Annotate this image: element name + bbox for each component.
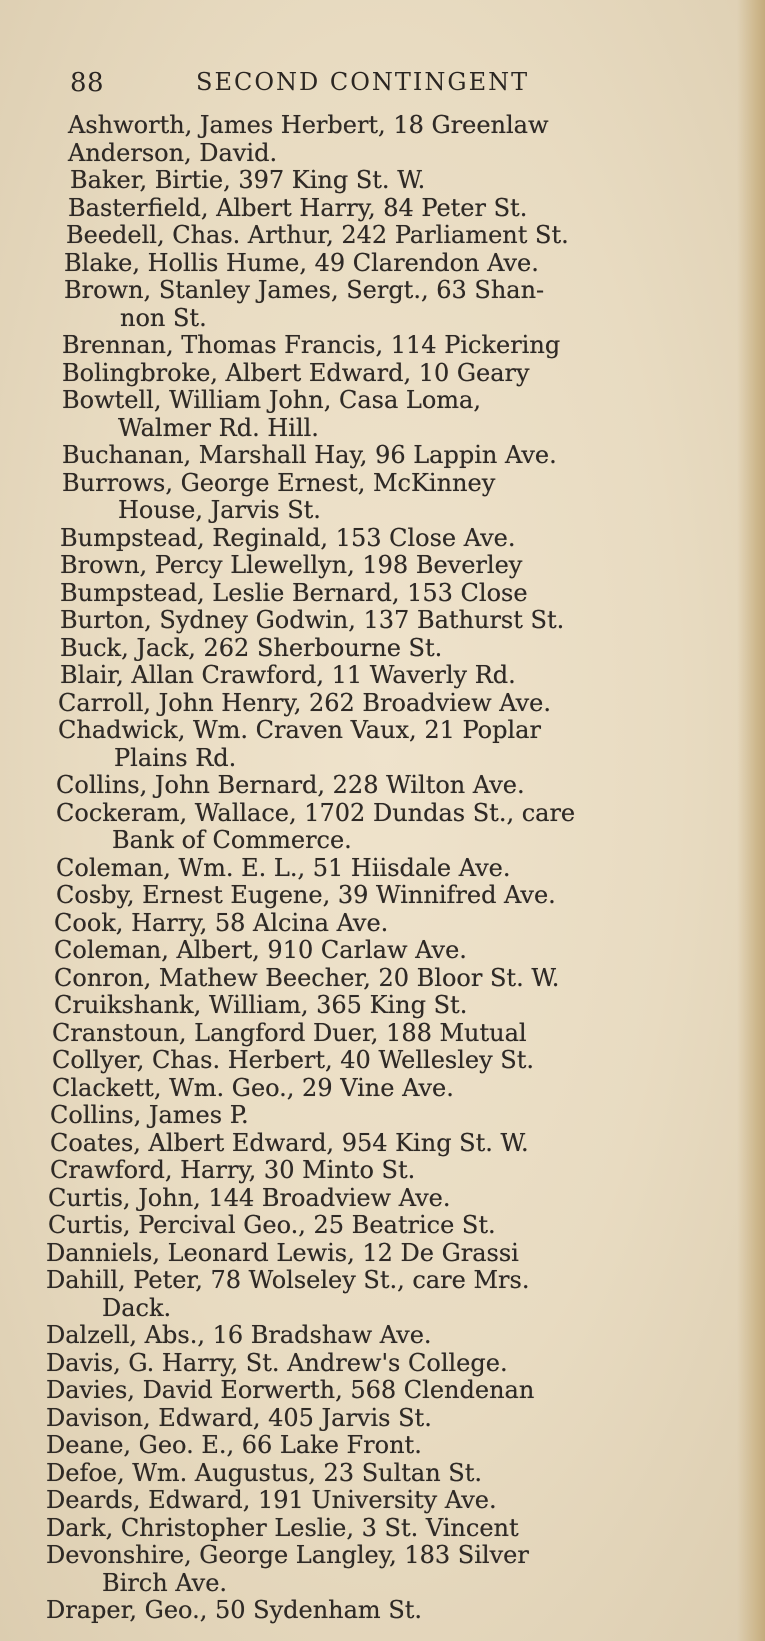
entry-text: Curtis, Percival Geo., 25 Beatrice St. <box>48 1212 496 1239</box>
entry-text: Buck, Jack, 262 Sherbourne St. <box>60 634 443 662</box>
entry-text: Coleman, Albert, 910 Carlaw Ave. <box>54 937 467 964</box>
entry-text: Dalzell, Abs., 16 Bradshaw Ave. <box>46 1322 432 1349</box>
entry-continuation: Walmer Rd. Hill. <box>118 413 319 442</box>
roster-entry <box>46 140 736 168</box>
entry-text: Bumpstead, Leslie Bernard, 153 Close <box>60 579 528 607</box>
entry-text: Dahill, Peter, 78 Wolseley St., care Mrs. <box>46 1267 530 1294</box>
roster-entry <box>46 1047 736 1075</box>
entry-continuation: Bank of Commerce. <box>112 826 352 854</box>
roster-entry <box>46 277 736 332</box>
entry-continuation: non St. <box>120 303 207 332</box>
entry-text: Basterfield, Albert Harry, 84 Peter St. <box>68 194 528 222</box>
roster-entry <box>46 1377 736 1405</box>
entry-text: Coleman, Wm. E. L., 51 Hiisdale Ave. <box>56 854 511 882</box>
roster-entry <box>46 1020 736 1048</box>
entry-text: Carroll, John Henry, 262 Broadview Ave. <box>58 689 552 717</box>
entry-text: Davis, G. Harry, St. Andrew's College. <box>46 1349 508 1377</box>
roster-entry <box>46 525 736 553</box>
entry-text: Bumpstead, Reginald, 153 Close Ave. <box>60 524 516 552</box>
roster-entry <box>46 1322 736 1350</box>
roster-entry <box>46 607 736 635</box>
entry-text: Anderson, David. <box>68 139 278 167</box>
roster-entry <box>46 1597 736 1625</box>
entry-text: Beedell, Chas. Arthur, 242 Parliament St. <box>66 222 569 249</box>
roster-entry <box>46 965 736 993</box>
roster-entry <box>46 1240 736 1268</box>
roster-entry <box>46 662 736 690</box>
roster-entry <box>46 360 736 388</box>
roster-entry <box>46 112 736 140</box>
roster-entry <box>46 222 736 250</box>
entry-text: Bolingbroke, Albert Edward, 10 Geary <box>62 359 530 387</box>
entry-text: Cook, Harry, 58 Alcina Ave. <box>54 909 389 937</box>
roster-entry <box>46 937 736 965</box>
entry-text: Collyer, Chas. Herbert, 40 Wellesley St. <box>52 1047 535 1074</box>
entry-text: Collins, James P. <box>50 1102 249 1129</box>
roster-entry <box>46 717 736 772</box>
roster-entry <box>46 1487 736 1515</box>
entry-text: Bowtell, William John, Casa Loma, <box>62 387 481 414</box>
roster-entry <box>46 882 736 910</box>
page-edge-shadow <box>737 0 765 1641</box>
entry-text: Ashworth, James Herbert, 18 Greenlaw <box>68 112 549 139</box>
entry-continuation: Birch Ave. <box>102 1568 228 1597</box>
entry-text: Baker, Birtie, 397 King St. W. <box>70 167 426 194</box>
roster-entry <box>46 1075 736 1103</box>
entry-text: Draper, Geo., 50 Sydenham St. <box>46 1597 423 1624</box>
roster-entry <box>46 910 736 938</box>
roster-entry <box>46 1267 736 1322</box>
roster-entry <box>46 470 736 525</box>
entry-text: Deane, Geo. E., 66 Lake Front. <box>46 1432 422 1459</box>
entry-text: Blair, Allan Crawford, 11 Waverly Rd. <box>60 662 516 689</box>
roster-entry <box>46 1130 736 1158</box>
roster-entry <box>46 800 736 855</box>
entry-text: Burrows, George Ernest, McKinney <box>62 469 496 497</box>
entry-text: Conron, Mathew Beecher, 20 Bloor St. W. <box>54 964 560 992</box>
entry-text: Curtis, John, 144 Broadview Ave. <box>48 1184 451 1212</box>
entry-text: Davies, David Eorwerth, 568 Clendenan <box>46 1377 535 1404</box>
entry-text: Collins, John Bernard, 228 Wilton Ave. <box>56 772 525 799</box>
roster-entry <box>46 195 736 223</box>
entry-continuation: House, Jarvis St. <box>118 496 321 524</box>
roster-entry <box>46 1185 736 1213</box>
entry-continuation: Dack. <box>102 1293 172 1322</box>
entry-text: Burton, Sydney Godwin, 137 Bathurst St. <box>60 607 565 634</box>
entry-text: Deards, Edward, 191 University Ave. <box>46 1487 497 1514</box>
entry-text: Dark, Christopher Leslie, 3 St. Vincent <box>46 1514 519 1542</box>
roster-entry <box>46 635 736 663</box>
entry-text: Defoe, Wm. Augustus, 23 Sultan St. <box>46 1459 483 1487</box>
entry-text: Buchanan, Marshall Hay, 96 Lappin Ave. <box>62 442 557 469</box>
entry-text: Clackett, Wm. Geo., 29 Vine Ave. <box>52 1074 454 1102</box>
roster-entry <box>46 332 736 360</box>
entry-text: Cockeram, Wallace, 1702 Dundas St., care <box>56 799 576 827</box>
roster-entry <box>46 1350 736 1378</box>
roster-entry <box>46 1212 736 1240</box>
entry-text: Danniels, Leonard Lewis, 12 De Grassi <box>46 1239 519 1267</box>
roster-entry <box>46 690 736 718</box>
roster-entry <box>46 1157 736 1185</box>
entry-text: Davison, Edward, 405 Jarvis St. <box>46 1404 432 1432</box>
roster-entry <box>46 1460 736 1488</box>
roster-entry <box>46 772 736 800</box>
entry-text: Cosby, Ernest Eugene, 39 Winnifred Ave. <box>56 882 556 909</box>
entry-text: Cranstoun, Langford Duer, 188 Mutual <box>52 1019 527 1047</box>
entry-text: Brown, Percy Llewellyn, 198 Beverley <box>60 552 523 579</box>
entry-text: Blake, Hollis Hume, 49 Clarendon Ave. <box>64 249 539 277</box>
entry-text: Devonshire, George Langley, 183 Silver <box>46 1542 529 1569</box>
roster-entry <box>46 1102 736 1130</box>
entry-text: Chadwick, Wm. Craven Vaux, 21 Poplar <box>58 717 541 744</box>
roster-entry <box>46 1432 736 1460</box>
page-number: 88 <box>70 68 105 98</box>
entry-text: Crawford, Harry, 30 Minto St. <box>50 1157 416 1184</box>
roster-entry <box>46 552 736 580</box>
entry-continuation: Plains Rd. <box>114 743 237 772</box>
roster-entry <box>46 1515 736 1543</box>
roster-entry <box>46 250 736 278</box>
entry-text: Brown, Stanley James, Sergt., 63 Shan- <box>64 277 545 304</box>
roster-entry <box>46 442 736 470</box>
roster-entry <box>46 1405 736 1433</box>
entry-text: Brennan, Thomas Francis, 114 Pickering <box>62 332 561 359</box>
roster-entry <box>46 167 736 195</box>
entry-text: Cruikshank, William, 365 King St. <box>54 992 468 1019</box>
running-head: SECOND CONTINGENT <box>196 68 530 96</box>
roster-entry <box>46 855 736 883</box>
roster-entry <box>46 387 736 442</box>
entry-text: Coates, Albert Edward, 954 King St. W. <box>50 1129 529 1157</box>
roster-list <box>46 112 736 1625</box>
roster-entry <box>46 1542 736 1597</box>
page-header <box>70 60 630 110</box>
roster-entry <box>46 992 736 1020</box>
roster-entry <box>46 580 736 608</box>
